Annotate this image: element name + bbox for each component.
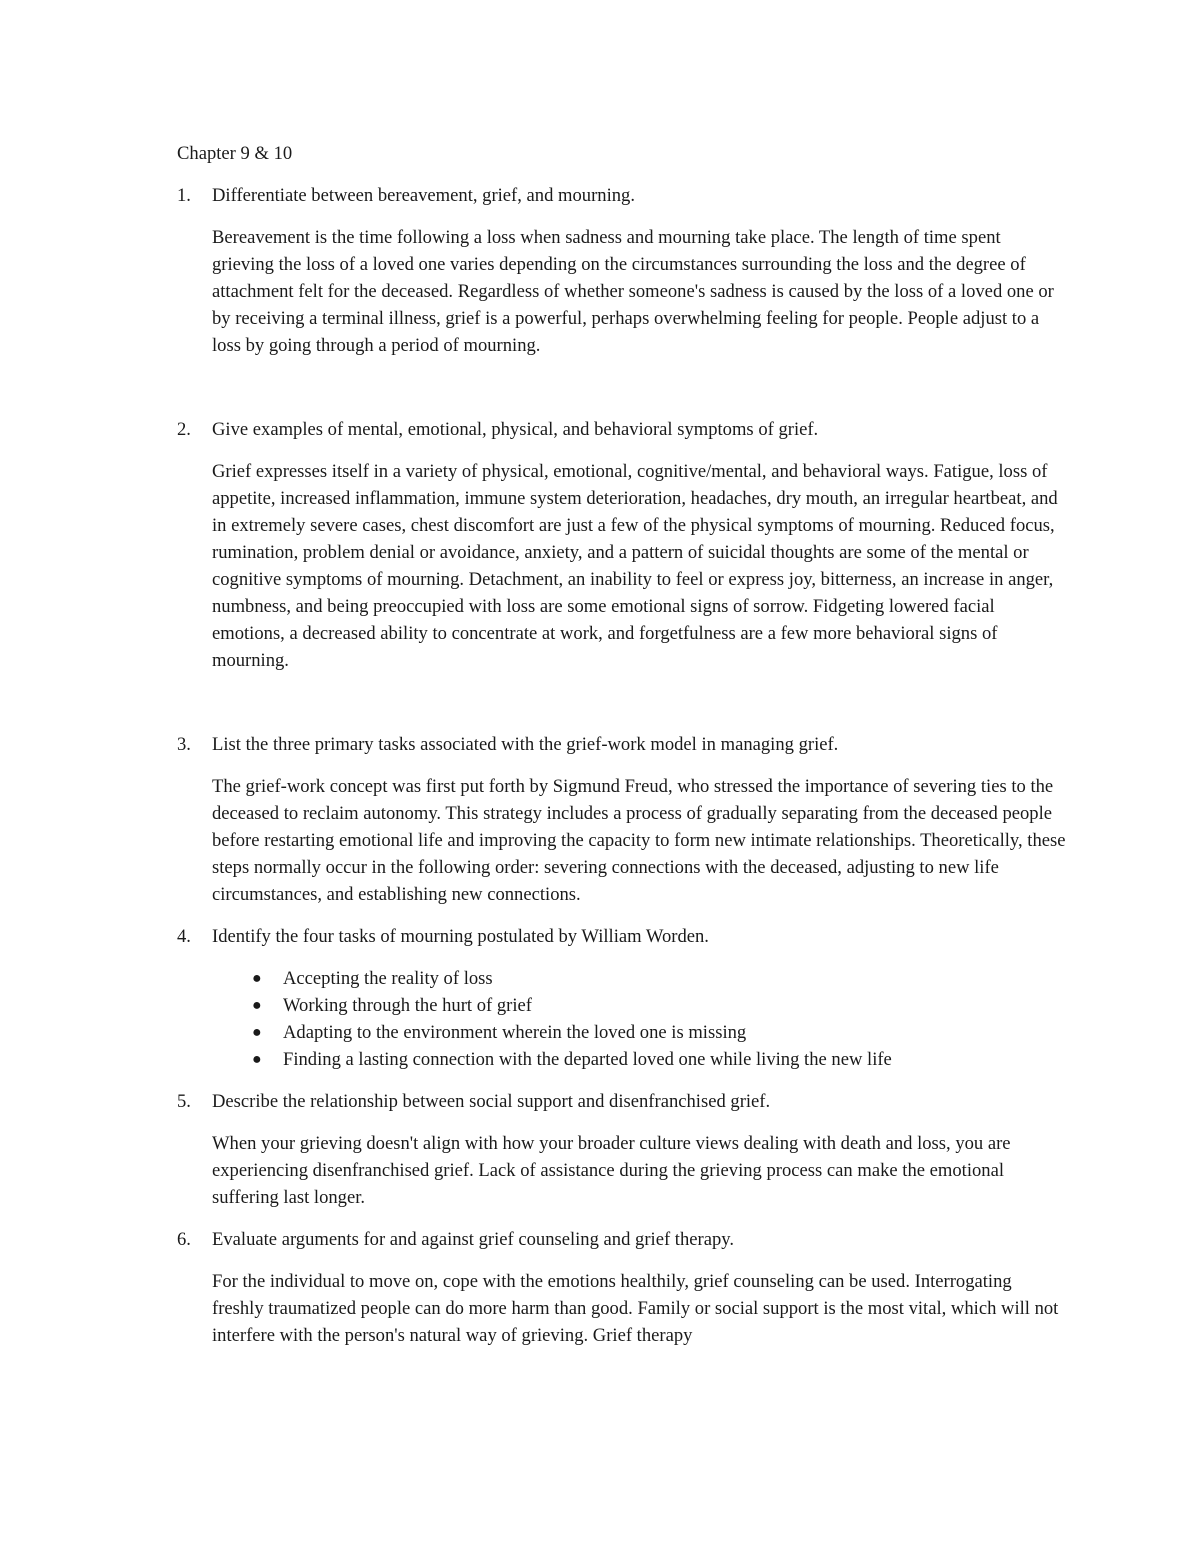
question-text: Evaluate arguments for and against grief counseling and grief therapy.	[212, 1229, 734, 1250]
question-number: 2.	[177, 419, 191, 440]
question-text: Give examples of mental, emotional, physical, and behavioral symptoms of grief.	[212, 419, 819, 440]
answer-text: Bereavement is the time following a loss when sadness and mourning take place. The length of time spent grieving the loss of a loved one varies depending on the circumstances surrounding the loss and the degree of attachment felt for the deceased. Regardless of whether someone's sadness is caused by the loss of a loved one or by receiving a terminal illness, grief is a powerful, perhaps overwhelming feeling for people. People adjust to a loss by going through a period of mourning.	[212, 227, 1054, 356]
bullet-icon: ●	[252, 970, 262, 987]
answer-text: When your grieving doesn't align with how your broader culture views dealing with death and loss, you are experiencing disenfranchised grief. Lack of assistance during the grieving process can make the emotional suffering last longer.	[212, 1133, 1011, 1208]
bullet-icon: ●	[252, 1051, 262, 1068]
bullet-text: Accepting the reality of loss	[283, 968, 493, 989]
question-number: 5.	[177, 1091, 191, 1112]
list-item	[212, 1046, 1067, 1073]
bullet-icon: ●	[252, 1024, 262, 1041]
chapter-title: Chapter 9 & 10	[177, 143, 293, 164]
bullet-icon: ●	[252, 997, 262, 1014]
list-item	[212, 965, 1067, 992]
question-number: 4.	[177, 926, 191, 947]
bullet-text: Working through the hurt of grief	[283, 995, 532, 1016]
document-page	[177, 140, 1067, 1349]
answer-text: Grief expresses itself in a variety of physical, emotional, cognitive/mental, and behavioral ways. Fatigue, loss of appetite, increased inflammation, immune system deterioration, headaches, dry mouth, an irregular heartbeat, and in extremely severe cases, chest discomfort are just a few of the physical symptoms of mourning. Reduced focus, rumination, problem denial or avoidance, anxiety, and a pattern of suicidal thoughts are some of the mental or cognitive symptoms of mourning. Detachment, an inability to feel or express joy, bitterness, an increase in anger, numbness, and being preoccupied with loss are some emotional signs of sorrow. Fidgeting lowered facial emotions, a decreased ability to concentrate at work, and forgetfulness are a few more behavioral signs of mourning.	[212, 461, 1058, 671]
question-item-5	[177, 1088, 1067, 1211]
bullet-list	[212, 965, 1067, 1073]
list-item	[212, 992, 1067, 1019]
answer-text: The grief-work concept was first put forth by Sigmund Freud, who stressed the importance of severing ties to the deceased to reclaim autonomy. This strategy includes a process of gradually separating from the deceased people before restarting emotional life and improving the capacity to form new intimate relationships. Theoretically, these steps normally occur in the following order: severing connections with the deceased, adjusting to new life circumstances, and establishing new connections.	[212, 776, 1066, 905]
question-text: Identify the four tasks of mourning postulated by William Worden.	[212, 926, 709, 947]
question-text: List the three primary tasks associated with the grief-work model in managing grief.	[212, 734, 839, 755]
question-item-4	[177, 923, 1067, 1073]
question-number: 3.	[177, 734, 191, 755]
question-list	[177, 182, 1067, 1349]
bullet-text: Adapting to the environment wherein the loved one is missing	[283, 1022, 747, 1043]
question-text: Differentiate between bereavement, grief, and mourning.	[212, 185, 635, 206]
question-item-2	[177, 416, 1067, 674]
question-text: Describe the relationship between social support and disenfranchised grief.	[212, 1091, 771, 1112]
bullet-text: Finding a lasting connection with the departed loved one while living the new life	[283, 1049, 892, 1070]
question-item-6	[177, 1226, 1067, 1349]
question-item-3	[177, 731, 1067, 908]
question-number: 1.	[177, 185, 191, 206]
answer-text: For the individual to move on, cope with the emotions healthily, grief counseling can be used. Interrogating freshly traumatized people can do more harm than good. Family or social support is the most vital, which will not interfere with the person's natural way of grieving. Grief therapy	[212, 1271, 1059, 1346]
question-number: 6.	[177, 1229, 191, 1250]
list-item	[212, 1019, 1067, 1046]
question-item-1	[177, 182, 1067, 359]
